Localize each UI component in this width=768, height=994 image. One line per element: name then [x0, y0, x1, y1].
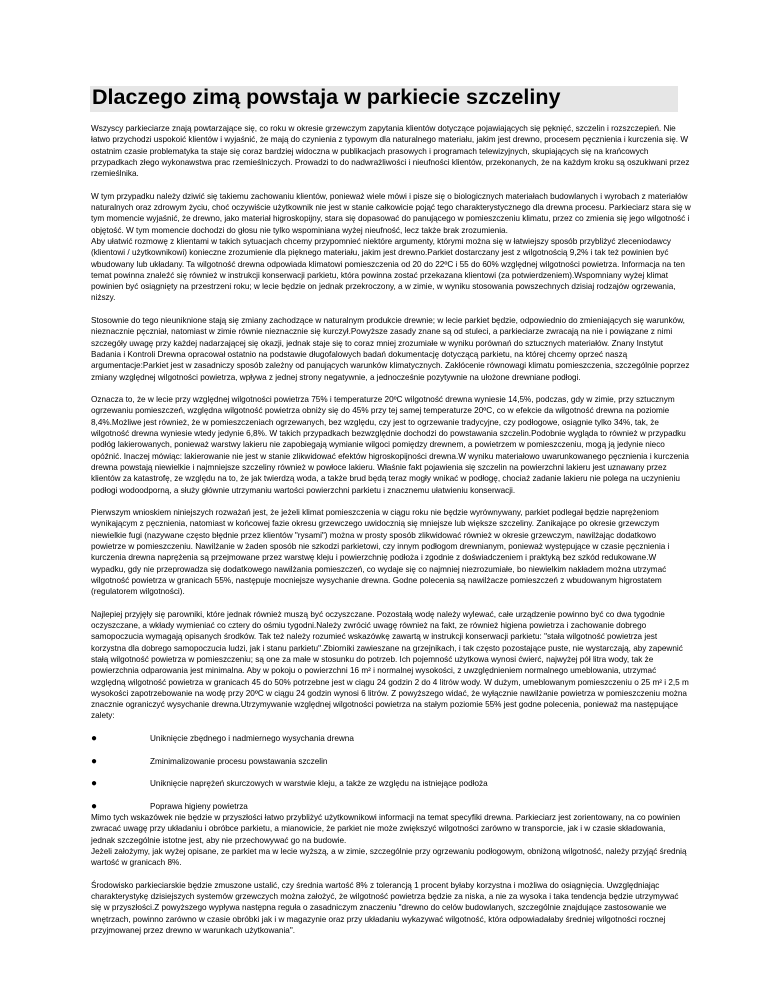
advantages-list — [91, 733, 691, 812]
paragraph-2b: Aby ułatwić rozmowę z klientami w takich sytuacjach chcemy przypomnieć niektóre argumenty, którymi można się w łatwiejszy sposób przybliżyć zleceniodawcy (klientowi / użytkownikowi) konieczne zrozumienie dla pięknego materiału, jakim jest drewno.Parkiet dostarczany jest z wilgotnością 9,2% i tak też powinien być wbudowany lub układany. Ta wilgotność drewna odpowiada klimatowi pomieszczenia od 20 do 22ºC i 55 do 60% względnej wilgotności powietrza. Informacja na ten temat powinna znaleźć się również w instrukcji konserwacji parkietu, która powinna zostać przekazana klientowi (za potwierdzeniem).Wspomniany wyżej klimat powinien być osiągnięty na przestrzeni roku; w lecie będzie on jednak przekroczony, a w zimie, w wyniku stosowania powszechnych dzisiaj rodzajów ogrzewania, niższy. — [91, 236, 685, 303]
paragraph-7b: Jeżeli założymy, jak wyżej opisane, ze parkiet ma w lecie wyższą, a w zimie, szczególnie przy ogrzewaniu podłogowym, obniżoną wilgotność, należy przyjąć średnią wartość w granicach 8%. — [91, 847, 687, 868]
list-item-text: Uniknięcie naprężeń skurczowych w warstwie kleju, a także ze względu na istniejące podłoża — [150, 779, 488, 789]
paragraph-2a: W tym przypadku należy dziwić się takiemu zachowaniu klientów, ponieważ wiele mówi i pisze się o biologicznych materiałach budowlanych i wyrobach z materiałów naturalnych oraz zdrowym życiu, choć oczywiście użytkownik nie jest w stanie całkowicie pojąć tego charakterystycznego dla drewna procesu. Parkieciarz stara się w tym momencie wyjaśnić, że drewno, jako materiał higroskopijny, stara się dopasować do panującego w pomieszczeniu klimatu, przez co zmienia się jego wilgotność i objętość. W tym momencie dochodzi do głosu nie tylko wspominiana wyżej nieufność, lecz także brak zrozumienia. — [91, 191, 691, 235]
paragraph-7a: Mimo tych wskazówek nie będzie w przyszłości łatwo przybliżyć użytkownikowi informacji na temat specyfiki drewna. Parkieciarz jest zorientowany, na co powinien zwracać uwagę przy układaniu i obróbce parkietu, a mianowicie, że parkiet nie może zwiększyć wilgotności zarówno w transporcie, jak i w czasie składowania, jednak szczególnie istotne jest, aby nie przechowywać go na budowie. — [91, 813, 681, 845]
paragraph-3: Stosownie do tego nieuniknione stają się zmiany zachodzące w naturalnym produkcie drewnie; w lecie parkiet będzie, odpowiednio do zmieniających się warunków, nieznacznie pęczniał, natomiast w zimie równie nieznacznie się kurczył.Powyższe zasady znane są od stuleci, a parkieciarze zwracają na nie i powiązane z nimi szczegóły uwagę przy każdej nadarzającej się okazji, jednak staje się to coraz mniej zrozumiałe w wyniku porównań do sztucznych materiałów. Znany Instytut Badania i Kontroli Drewna opracował ostatnio na podstawie długofalowych badań dokumentację dotyczącą parkietu, na której chcemy oprzeć naszą argumentacje:Parkiet jest w zasadniczy sposób zależny od panujących warunków klimatycznych. Zakłócenie równowagi klimatu pomieszczenia, szczególnie poprzez zmiany względnej wilgotności powietrza, wpływa z jednej strony negatywnie, a jednocześnie pozytywnie na ułożone drewniane podłogi. — [91, 316, 690, 382]
bullet-icon: ● — [91, 733, 98, 745]
bullet-icon: ● — [91, 778, 98, 790]
paragraph-5: Pierwszym wnioskiem niniejszych rozważań jest, że jeżeli klimat pomieszczenia w ciągu roku nie będzie wyrównywany, parkiet podlegał będzie naprężeniom wynikającym z pęcznienia, natomiast w końcowej fazie okresu grzewczego uwidocznią się mniejsze lub większe szczeliny. Zanikające po okresie grzewczym niewielkie fugi (nazywane często błędnie przez klientów "rysami") można w prosty sposób zlikwidować również w okresie grzewczym, nawilżając dodatkowo powietrze w pomieszczeniu. Nawilżanie w żaden sposób nie szkodzi parkietowi, czy innym podłogom drewnianym, ponieważ występujące w czasie pęcznienia i kurczenia drewna naprężenia są przejmowane przez warstwę kleju i powierzchnię podłoża i zgodnie z doświadczeniem i praktyką bez szkód redukowane.W wypadku, gdy nie przeprowadza się dodatkowego nawilżania pomieszczeń, co wydaje się co najmniej niezrozumiałe, bo niewielkim nakładem można utrzymać wilgotność powietrza w granicach 55%, następuje mocniejsze wysychanie drewna. Godne polecenia są nawilżacze pomieszczeń z wbudowanym higrostatem (regulatorem wilgotności). — [91, 508, 670, 597]
article-body — [91, 123, 691, 948]
list-item-text: Uniknięcie zbędnego i nadmiernego wysychania drewna — [150, 734, 354, 744]
paragraph-intro: Wszyscy parkieciarze znają powtarzające się, co roku w okresie grzewczym zapytania klientów dotyczące pojawiających się pęknięć, szczelin i rozszczepień. Nie łatwo przychodzi uspokoić klientów i wyjaśnić, że mają do czynienia z typowym dla naturalnego materiału, jakim jest drewno, procesem pęcznienia i kurczenia się. W ostatnim czasie problematyka ta staje się coraz bardziej widoczna w publikacjach prasowych i programach telewizyjnych, skupiających się na krańcowych przypadkach złego wykonawstwa prac rzemieślniczych. Prowadzi to do nadwrażliwości i nieufności klientów, przekonanych, że na każdym kroku są oszukiwani przez rzemieślnika. — [91, 124, 690, 179]
list-item-text: Zminimalizowanie procesu powstawania szczelin — [150, 756, 328, 766]
page-title: Dlaczego zimą powstaja w parkiecie szczeliny — [92, 85, 561, 109]
list-item — [91, 756, 691, 767]
paragraph-6: Najlepiej przyjęły się parowniki, które jednak również muszą być oczyszczane. Pozostałą wodę należy wylewać, całe urządzenie powinno być co dwa tygodnie oczyszczane, a wkłady wymieniać co cztery do ośmiu tygodni.Należy zwrócić uwagę również na fakt, ze również higiena powietrza i zachowanie dobrego samopoczucia wymagają opisanych środków. Tak też należy rozumieć wskazówkę zawartą w instrukcji konserwacji parkietu: "stała wilgotność powietrza jest korzystna dla dobrego samopoczucia ludzi, jak i stanu parkietu".Zbiorniki zawieszane na grzejnikach, i tak często pozostające puste, nie wystarczają, aby zapewnić stałą wilgotność powietrza w pomieszczeniu; są one za małe w stosunku do potrzeb. Ich pojemność użytkowa wynosi ćwierć, najwyżej pół litra wody, tak że powierzchnia odparowania jest minimalna. Aby w pokoju o powierzchni 16 m² i normalnej wysokości, z uwzględnieniem normalnego umeblowania, utrzymać względną wilgotność powietrza w granicach 45 do 50% potrzebne jest w ciągu 24 godzin 2 do 4 litrów wody. W dużym, umeblowanym pomieszczeniu o 25 m² i 2,5 m wysokości zapotrzebowanie na wodę przy 20ºC w ciągu 24 godzin wynosi 6 litrów. Z powyższego widać, że wyłącznie nawilżanie powietrza w pomieszczeniu można znacznie ograniczyć wysychanie drewna.Utrzymywanie względnej wilgotności powietrza na stałym poziomie 55% jest godne polecenia, ponieważ ma następujące zalety: — [91, 609, 689, 721]
list-item — [91, 733, 691, 744]
list-item-text: Poprawa higieny powietrza — [150, 801, 248, 811]
paragraph-4: Oznacza to, że w lecie przy względnej wilgotności powietrza 75% i temperaturze 20ºC wilgotność drewna wyniesie 14,5%, podczas, gdy w zimie, przy sztucznym ogrzewaniu pomieszczeń, względna wilgotność powietrza obniży się do 45% przy tej samej temperaturze 20ºC, co w efekcie da wilgotność drewna na poziomie 8,4%.Możliwe jest również, że w pomieszczeniach ogrzewanych, bez względu, czy jest to ogrzewanie tradycyjne, czy podłogowe, osiągnie tylko 34%, tak, że wilgotność drewna wyniesie wtedy jedynie 6,8%. W takich przypadkach bezwzględnie dochodzi do powstawania szczelin.Podobnie wygląda to również w przypadku podłóg lakierowanych, ponieważ warstwy lakieru nie zapobiegają wymianie wilgoci pomiędzy drewnem, a powietrzem w pomieszczeniu, mogą ją jedynie nieco opóźnić. Inaczej mówiąc: lakierowanie nie jest w stanie zlikwidować efektów higroskopijności drewna.W wyniku materiałowo uwarunkowanego pęcznienia i kurczenia drewna powstają niewielkie i najmniejsze szczeliny również w powłoce lakieru. Właśnie fakt pojawienia się szczelin na powierzchni lakieru jest uznawany przez klientów za katastrofę, ze względu na to, że jak twierdzą woda, a także brud będą teraz mogły wnikać w podłogę, chociaż zadanie lakieru nie polega na uczynieniu podłogi wodoodporną, a służy głównie utrzymaniu wartości powierzchni parkietu i znacznemu ułatwieniu konserwacji. — [91, 395, 689, 495]
paragraph-8: Środowisko parkieciarskie będzie zmuszone ustalić, czy średnia wartość 8% z tolerancją 1 procent byłaby korzystna i możliwa do osiągnięcia. Uwzględniając charakterystykę dzisiejszych systemów grzewczych można założyć, że wilgotność powietrza będzie za niska, a nie za wysoka i taka tendencja będzie utrzymywać się w przyszłości.Z powyższego wypływa następna reguła o zasadniczym znaczeniu "drewno do celów budowlanych, szczególnie znajdujące zastosowanie we wnętrzach, powinno zarówno w czasie obróbki jak i w magazynie oraz przy układaniu wykazywać wilgotność, która odpowiadałaby średniej wilgotności rocznej przyjmowanej przez drewno w warunkach użytkowania". — [91, 880, 679, 936]
bullet-icon: ● — [91, 755, 98, 767]
list-item — [91, 778, 691, 789]
list-item — [91, 801, 691, 812]
bullet-icon: ● — [91, 800, 98, 812]
